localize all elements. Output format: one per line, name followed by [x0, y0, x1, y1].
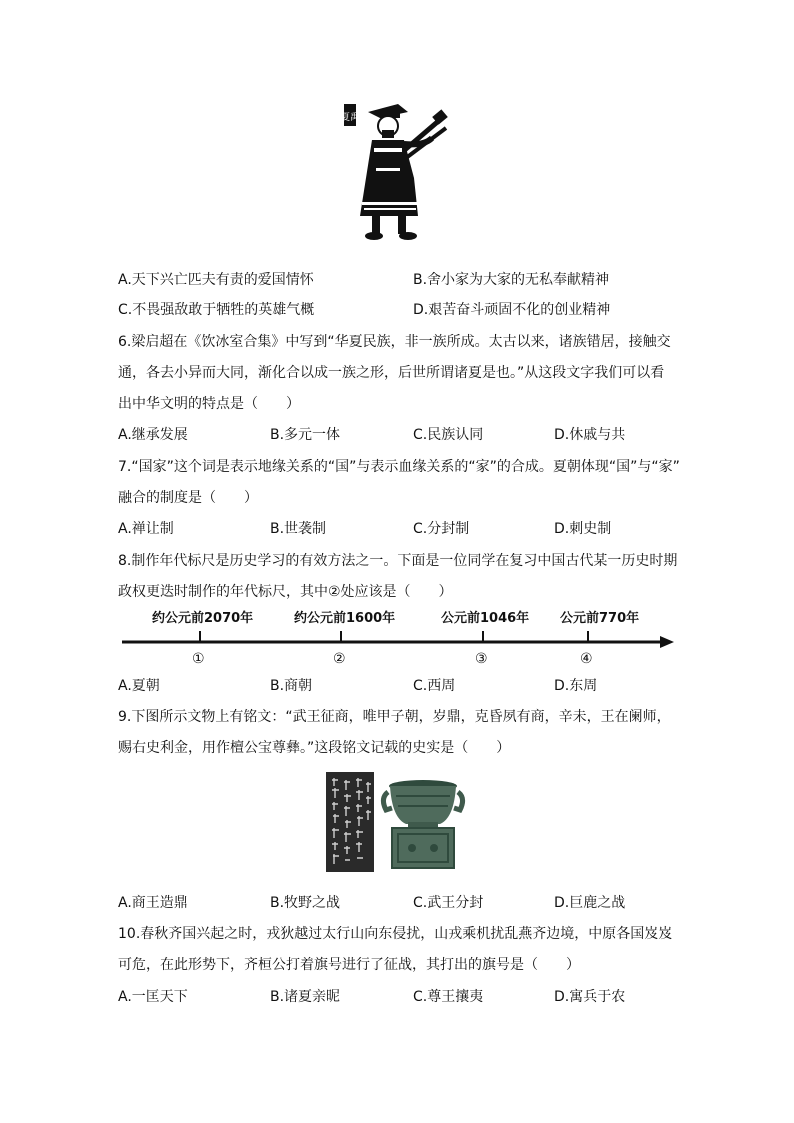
q9-option-d[interactable]: D.巨鹿之战: [554, 895, 626, 911]
q5-option-b[interactable]: B.舍小家为大家的无私奉献精神: [413, 272, 610, 288]
timeline-label-3: 公元前1046年: [441, 611, 530, 626]
q6-stem-line-1: 6.梁启超在《饮冰室合集》中写到“华夏民族，非一族所成。太古以来，诸族错居，接触交: [118, 334, 671, 350]
timeline-marker-3: ③: [475, 651, 488, 667]
bronze-gui-vessel-image: [378, 772, 468, 872]
timeline-arrow-icon: [660, 636, 674, 648]
q8-option-d[interactable]: D.东周: [554, 678, 598, 694]
q5-option-c[interactable]: C.不畏强敌敢于牺牲的英雄气概: [118, 302, 315, 318]
timeline-label-1: 约公元前2070年: [152, 611, 254, 626]
timeline-marker-1: ①: [192, 651, 205, 667]
bronze-vessel-illustration: [378, 772, 468, 872]
q6-option-b[interactable]: B.多元一体: [270, 427, 341, 443]
q5-option-a[interactable]: A.天下兴亡匹夫有责的爱国情怀: [118, 272, 314, 288]
q9-stem-line-1: 9.下图所示文物上有铭文：“武王征商，唯甲子朝，岁鼎，克昏夙有商，辛未，王在阑师，: [118, 709, 671, 725]
q9-option-b[interactable]: B.牧野之战: [270, 895, 341, 911]
q10-option-d[interactable]: D.寓兵于农: [554, 989, 626, 1005]
q10-stem-line-1: 10.春秋齐国兴起之时，戎狄越过太行山向东侵扰，山戎乘机扰乱燕齐边境，中原各国岌岌: [118, 926, 673, 942]
yu-woodcut-illustration: [342, 98, 452, 250]
q10-option-c[interactable]: C.尊王攘夷: [413, 989, 484, 1005]
q6-option-a[interactable]: A.继承发展: [118, 427, 188, 443]
q7-option-a[interactable]: A.禅让制: [118, 521, 174, 537]
q9-option-c[interactable]: C.武王分封: [413, 895, 484, 911]
inscription-rubbing-image: [326, 772, 374, 872]
q8-stem-line-1: 8.制作年代标尺是历史学习的有效方法之一。下面是一位同学在复习中国古代某一历史时期: [118, 553, 678, 569]
q8-option-b[interactable]: B.商朝: [270, 678, 313, 694]
q7-option-d[interactable]: D.刺史制: [554, 521, 612, 537]
q9-option-a[interactable]: A.商王造鼎: [118, 895, 188, 911]
figure-caption: 夏禹: [342, 113, 360, 123]
yu-the-great-figure: [342, 98, 452, 250]
timeline-label-4: 公元前770年: [560, 611, 640, 626]
q10-option-b[interactable]: B.诸夏亲昵: [270, 989, 341, 1005]
timeline-label-2: 约公元前1600年: [294, 611, 396, 626]
timeline-marker-4: ④: [580, 651, 593, 667]
q8-option-c[interactable]: C.西周: [413, 678, 456, 694]
q7-stem-line-2: 融合的制度是（ ）: [118, 490, 258, 506]
q7-stem-line-1: 7.“国家”这个词是表示地缘关系的“国”与表示血缘关系的“家”的合成。夏朝体现“国”与“家”: [118, 459, 680, 475]
q6-option-c[interactable]: C.民族认同: [413, 427, 484, 443]
rubbing-illustration: [326, 772, 374, 872]
q10-stem-line-2: 可危，在此形势下，齐桓公打着旗号进行了征战，其打出的旗号是（ ）: [118, 957, 580, 973]
timeline-marker-2: ②: [333, 651, 346, 667]
q6-stem-line-3: 出中华文明的特点是（ ）: [118, 396, 300, 412]
q8-option-a[interactable]: A.夏朝: [118, 678, 160, 694]
q9-stem-line-2: 赐右史利金，用作檀公宝尊彝。”这段铭文记载的史实是（ ）: [118, 740, 511, 756]
q10-option-a[interactable]: A.一匡天下: [118, 989, 188, 1005]
q7-option-b[interactable]: B.世袭制: [270, 521, 327, 537]
q5-option-d[interactable]: D.艰苦奋斗顽固不化的创业精神: [413, 302, 611, 318]
q6-option-d[interactable]: D.休戚与共: [554, 427, 626, 443]
q6-stem-line-2: 通，各去小异而大同，渐化合以成一族之形，后世所谓诸夏是也。”从这段文字我们可以看: [118, 365, 665, 381]
q7-option-c[interactable]: C.分封制: [413, 521, 470, 537]
q8-stem-line-2: 政权更迭时制作的年代标尺，其中②处应该是（ ）: [118, 584, 453, 600]
